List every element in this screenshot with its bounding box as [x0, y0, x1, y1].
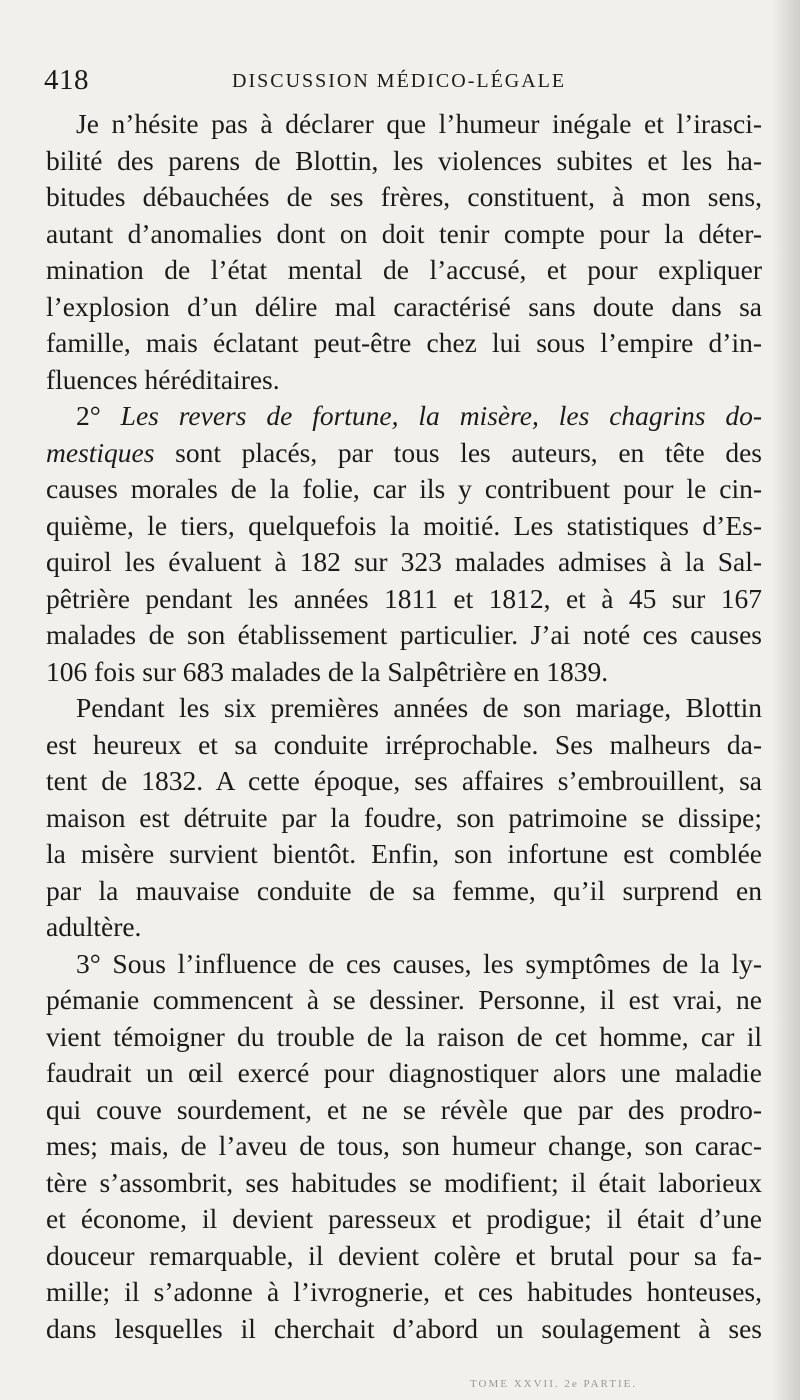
text-line: quirol les évaluent à 182 sur 323 malades admises à la Sal- [46, 546, 762, 577]
text-line: 3° Sous l’influence de ces causes, les symptômes de la ly- [76, 947, 762, 979]
text-line: tère s’assombrit, ses habitudes se modifient; il était laborieux [46, 1166, 762, 1198]
text-line: mille; il s’adonne à l’ivrognerie, et ces habitudes honteuses, [46, 1276, 762, 1307]
text-line: 2° Les revers de fortune, la misère, les chagrins do- [76, 400, 762, 431]
text-line: mes; mais, de l’aveu de tous, son humeur change, son carac- [46, 1130, 762, 1161]
text-line: malades de son établissement particulier. J’ai noté ces causes [46, 619, 762, 650]
text-line: pêtrière pendant les années 1811 et 1812, et à 45 sur 167 [46, 582, 762, 614]
text-line: 106 fois sur 683 malades de la Salpêtrière en 1839. [46, 655, 609, 687]
text-line: est heureux et sa conduite irréprochable. Ses malheurs da- [46, 728, 762, 760]
body-text [46, 106, 762, 1347]
running-head: DISCUSSION MÉDICO-LÉGALE [232, 70, 567, 92]
text-line: dans lesquelles il cherchait d’abord un soulagement à ses [46, 1312, 762, 1344]
text-line: mination de l’état mental de l’accusé, et pour expliquer [46, 254, 762, 285]
printer-signature: TOME XXVII. 2e PARTIE. [470, 1378, 638, 1390]
text-line: faudrait un œil exercé pour diagnostiquer alors une maladie [46, 1057, 762, 1088]
text-line: vient témoigner du trouble de la raison de cet homme, car il [46, 1020, 762, 1052]
text-line: bilité des parens de Blottin, les violences subites et les ha- [46, 144, 762, 176]
text-line: quième, le tiers, quelquefois la moitié. Les statistiques d’Es- [46, 509, 762, 541]
text-line: douceur remarquable, il devient colère et brutal pour sa fa- [46, 1239, 762, 1271]
text-line: adultère. [46, 911, 142, 942]
text-line: l’explosion d’un délire mal caractérisé sans doute dans sa [46, 290, 762, 322]
text-line: et économe, il devient paresseux et prodigue; il était d’une [46, 1203, 762, 1234]
page-header [42, 62, 762, 102]
text-line: la misère survient bientôt. Enfin, son infortune est comblée [46, 838, 762, 869]
text-line: fluences héréditaires. [46, 363, 280, 395]
text-line: Pendant les six premières années de son mariage, Blottin [76, 692, 762, 723]
text-line: maison est détruite par la foudre, son patrimoine se dissipe; [46, 801, 762, 833]
text-line: causes morales de la folie, car ils y contribuent pour le cin- [46, 473, 762, 504]
text-line: par la mauvaise conduite de sa femme, qu’il surprend en [46, 874, 762, 906]
text-line: Je n’hésite pas à déclarer que l’humeur inégale et l’irasci- [76, 108, 762, 139]
text-line: bitudes débauchées de ses frères, constituent, à mon sens, [46, 181, 762, 212]
text-line: tent de 1832. A cette époque, ses affaires s’embrouillent, sa [46, 765, 762, 796]
page-number: 418 [44, 64, 89, 96]
scan-edge-shadow [772, 0, 800, 1400]
text-line: famille, mais éclatant peut-être chez lui sous l’empire d’in- [46, 327, 762, 358]
text-line: pémanie commencent à se dessiner. Personne, il est vrai, ne [46, 984, 762, 1015]
text-line: autant d’anomalies dont on doit tenir compte pour la déter- [46, 217, 762, 249]
text-line: mestiques sont placés, par tous les auteurs, en tête des [46, 436, 762, 468]
text-line: qui couve sourdement, et ne se révèle que par des prodro- [46, 1093, 762, 1125]
